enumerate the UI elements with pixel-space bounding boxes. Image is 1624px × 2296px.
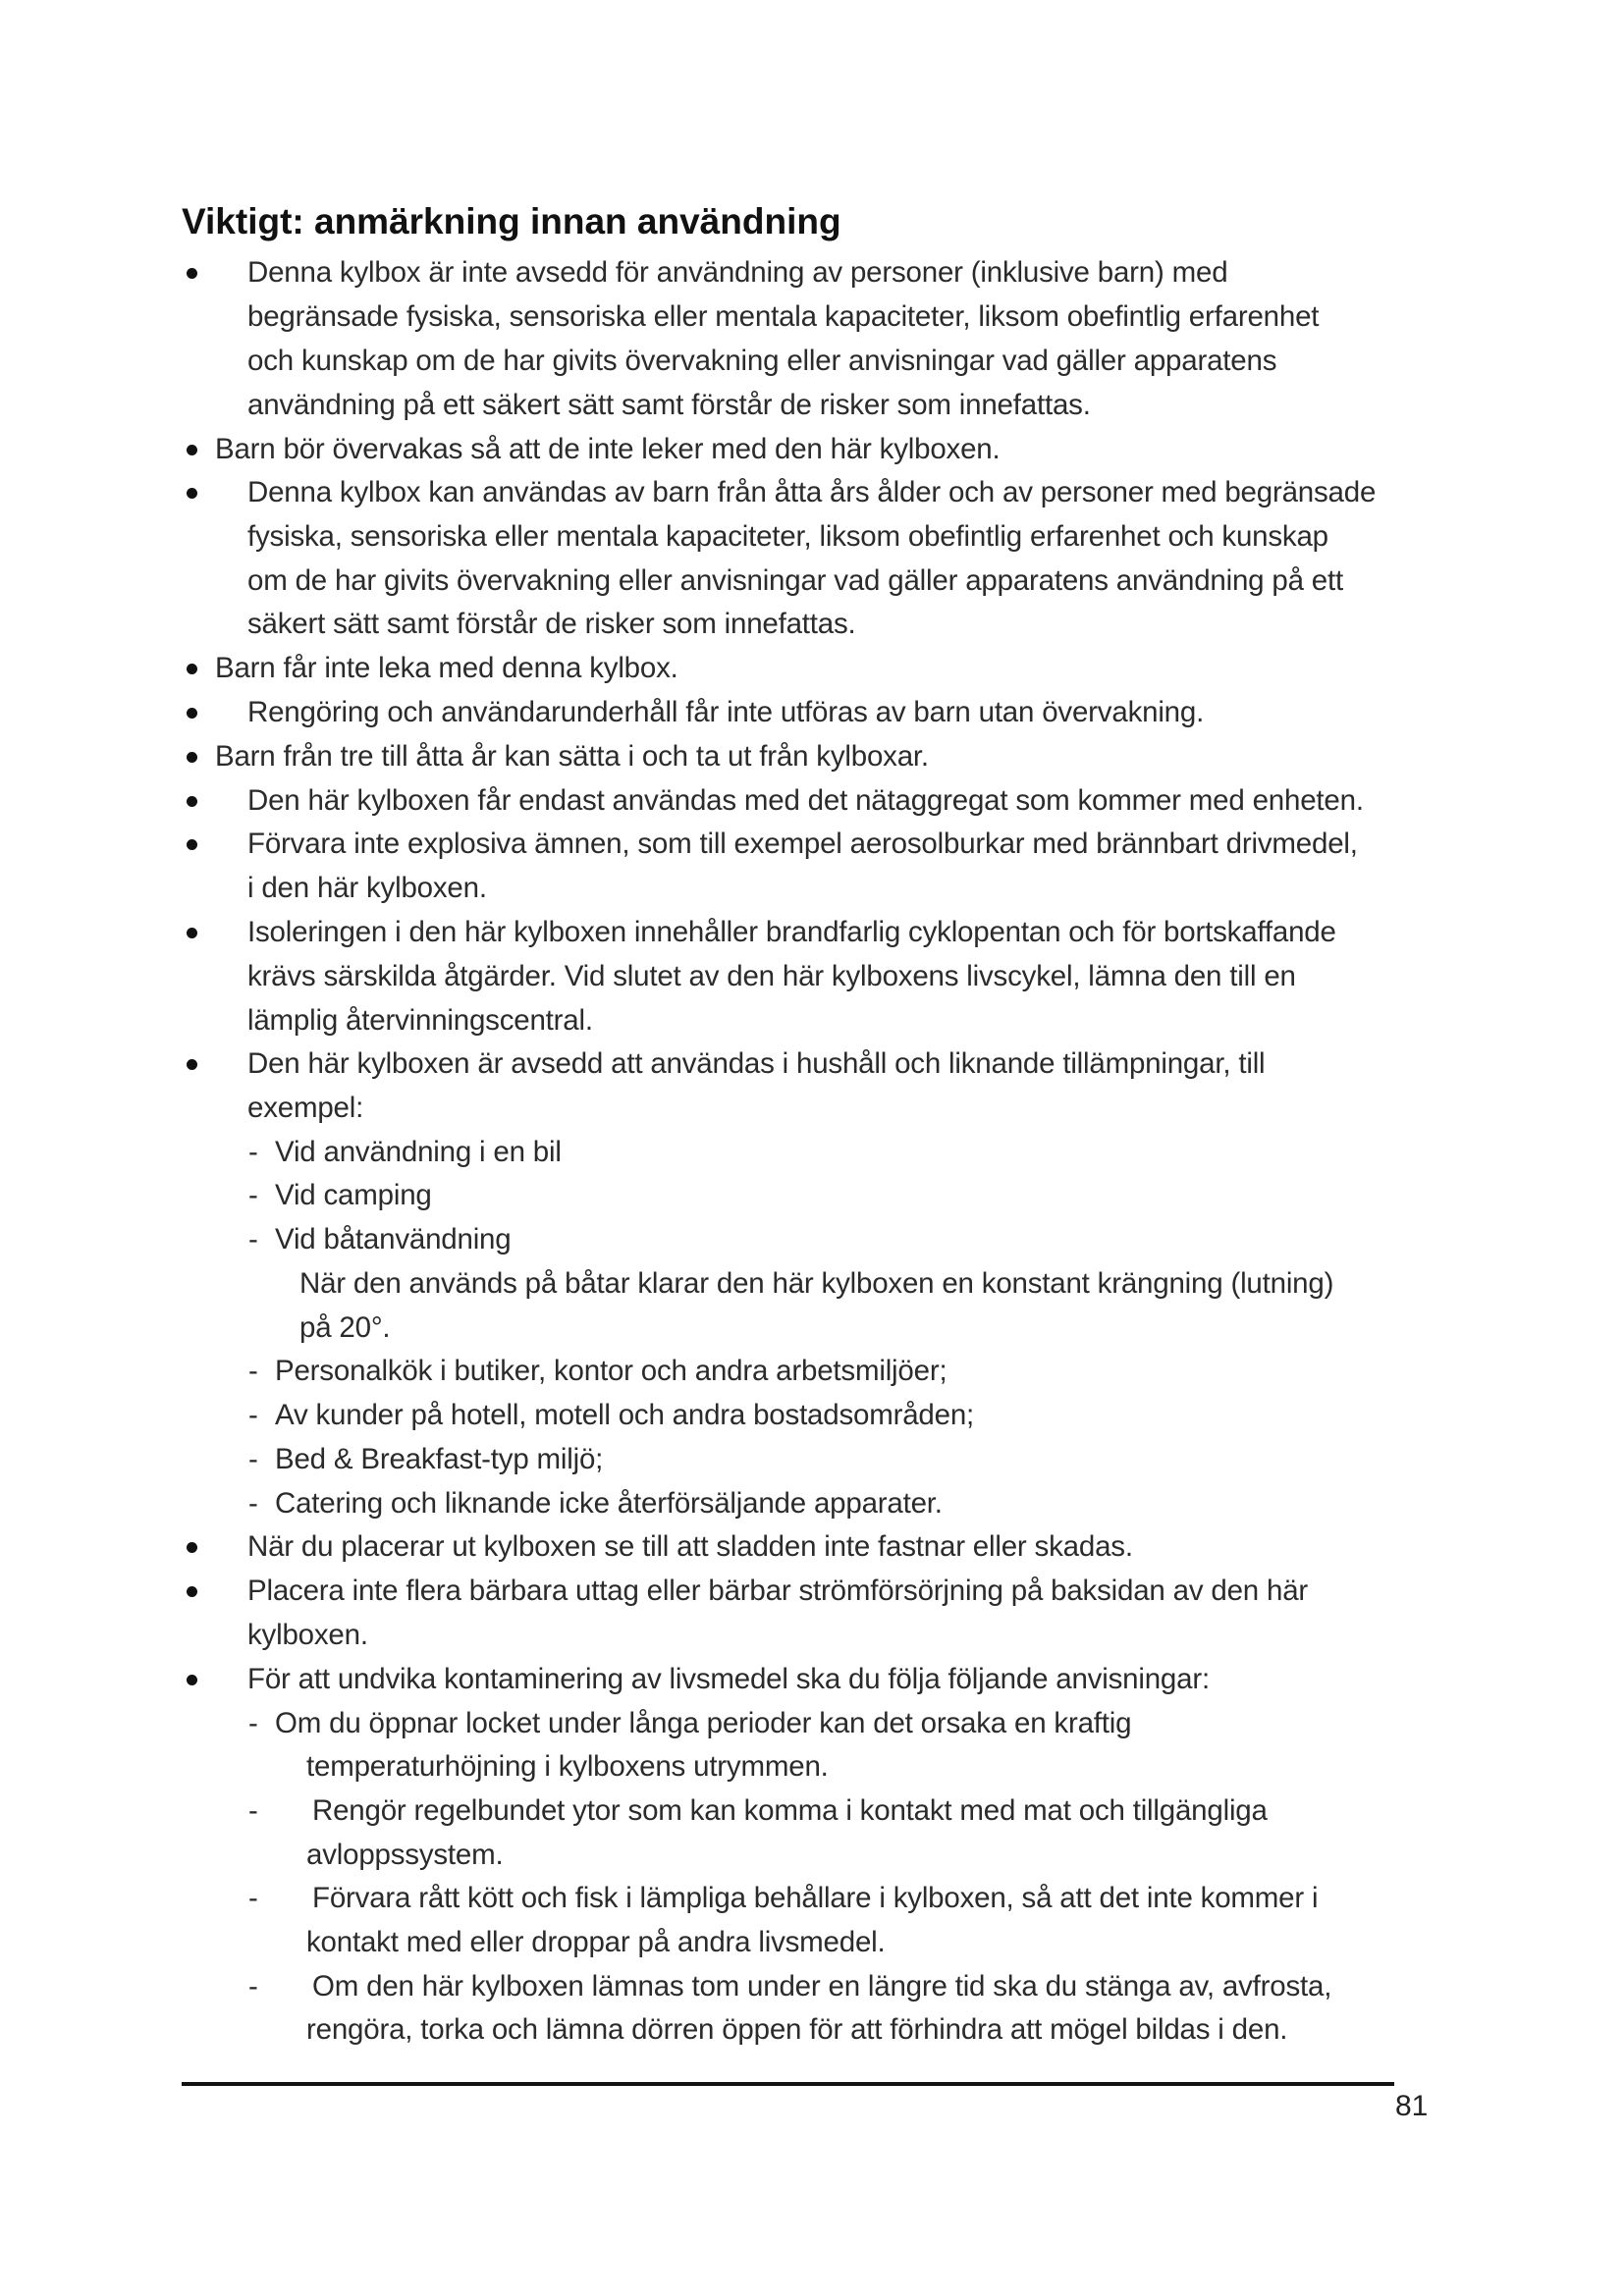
bullet-marker <box>187 796 197 807</box>
list-line: Rengör regelbundet ytor som kan komma i kontakt med mat och tillgängliga <box>312 1794 1268 1827</box>
list-line: Isoleringen i den här kylboxen innehåller brandfarlig cyklopentan och för bortskaffande <box>247 916 1336 948</box>
list-line: i den här kylboxen. <box>247 872 487 904</box>
dash-marker: - <box>248 1882 258 1914</box>
dash-marker: - <box>248 1443 258 1475</box>
bullet-marker <box>187 1586 197 1597</box>
list-line: säkert sätt samt förstår de risker som innefattas. <box>247 608 856 640</box>
dash-marker: - <box>248 1794 258 1827</box>
list-line: exempel: <box>247 1092 364 1124</box>
list-line: Bed & Breakfast-typ miljö; <box>275 1443 604 1475</box>
bullet-marker <box>187 1059 197 1070</box>
bullet-marker <box>187 445 197 455</box>
list-line: krävs särskilda åtgärder. Vid slutet av den här kylboxens livscykel, lämna den till en <box>247 960 1296 992</box>
list-line: på 20°. <box>299 1311 391 1344</box>
list-line: om de har givits övervakning eller anvisningar vad gäller apparatens användning på ett <box>247 564 1343 597</box>
footer-rule <box>182 2082 1394 2086</box>
list-line: temperaturhöjning i kylboxens utrymmen. <box>306 1750 829 1783</box>
dash-marker: - <box>248 1223 258 1255</box>
list-line: och kunskap om de har givits övervakning eller anvisningar vad gäller apparatens <box>247 345 1277 377</box>
list-line: Barn bör övervakas så att de inte leker med den här kylboxen. <box>215 433 1001 465</box>
list-line: kontakt med eller droppar på andra livsmedel. <box>306 1926 886 1958</box>
list-line: Vid camping <box>275 1179 432 1211</box>
dash-marker: - <box>248 1487 258 1520</box>
list-line: fysiska, sensoriska eller mentala kapaciteter, liksom obefintlig erfarenhet och kunskap <box>247 520 1328 553</box>
list-line: Barn från tre till åtta år kan sätta i och ta ut från kylboxar. <box>215 740 929 773</box>
list-line: Förvara inte explosiva ämnen, som till exempel aerosolburkar med brännbart drivmedel, <box>247 828 1358 860</box>
list-line: Vid användning i en bil <box>275 1136 562 1168</box>
dash-marker: - <box>248 1399 258 1431</box>
dash-marker: - <box>248 1707 258 1739</box>
list-line: rengöra, torka och lämna dörren öppen för att förhindra att mögel bildas i den. <box>306 2013 1288 2046</box>
list-line: Denna kylbox kan användas av barn från åtta års ålder och av personer med begränsade <box>247 476 1377 508</box>
list-line: När du placerar ut kylboxen se till att sladden inte fastnar eller skadas. <box>247 1530 1133 1563</box>
list-line: Barn får inte leka med denna kylbox. <box>215 652 678 684</box>
list-line: Vid båtanvändning <box>275 1223 512 1255</box>
list-line: Av kunder på hotell, motell och andra bostadsområden; <box>275 1399 975 1431</box>
dash-marker: - <box>248 1136 258 1168</box>
page-heading: Viktigt: anmärkning innan användning <box>182 201 841 241</box>
bullet-marker <box>187 839 197 850</box>
list-line: Placera inte flera bärbara uttag eller bärbar strömförsörjning på baksidan av den här <box>247 1575 1309 1607</box>
list-line: Denna kylbox är inte avsedd för användning av personer (inklusive barn) med <box>247 256 1228 289</box>
list-line: kylboxen. <box>247 1619 368 1651</box>
dash-marker: - <box>248 1355 258 1387</box>
bullet-marker <box>187 268 197 279</box>
list-line: För att undvika kontaminering av livsmedel ska du följa följande anvisningar: <box>247 1663 1210 1695</box>
dash-marker: - <box>248 1970 258 2002</box>
list-line: Rengöring och användarunderhåll får inte utföras av barn utan övervakning. <box>247 696 1205 728</box>
list-line: Den här kylboxen är avsedd att användas i hushåll och liknande tillämpningar, till <box>247 1047 1266 1080</box>
list-line: Om du öppnar locket under långa perioder kan det orsaka en kraftig <box>275 1707 1132 1739</box>
list-line: När den används på båtar klarar den här kylboxen en konstant krängning (lutning) <box>299 1267 1334 1300</box>
list-line: Den här kylboxen får endast användas med det nätaggregat som kommer med enheten. <box>247 784 1364 817</box>
page-number: 81 <box>1395 2090 1429 2122</box>
list-line: avloppssystem. <box>306 1839 504 1871</box>
list-line: användning på ett säkert sätt samt förstår de risker som innefattas. <box>247 389 1091 421</box>
bullet-marker <box>187 664 197 674</box>
bullet-marker <box>187 1542 197 1553</box>
bullet-marker <box>187 752 197 763</box>
bullet-marker <box>187 488 197 499</box>
list-line: Catering och liknande icke återförsäljande apparater. <box>275 1487 943 1520</box>
list-line: Förvara rått kött och fisk i lämpliga behållare i kylboxen, så att det inte kommer i <box>312 1882 1319 1914</box>
list-line: begränsade fysiska, sensoriska eller mentala kapaciteter, liksom obefintlig erfarenhet <box>247 300 1320 333</box>
bullet-marker <box>187 708 197 719</box>
dash-marker: - <box>248 1179 258 1211</box>
list-line: lämplig återvinningscentral. <box>247 1004 593 1037</box>
bullet-marker <box>187 928 197 938</box>
list-line: Personalkök i butiker, kontor och andra arbetsmiljöer; <box>275 1355 947 1387</box>
bullet-marker <box>187 1675 197 1685</box>
list-line: Om den här kylboxen lämnas tom under en längre tid ska du stänga av, avfrosta, <box>312 1970 1332 2002</box>
